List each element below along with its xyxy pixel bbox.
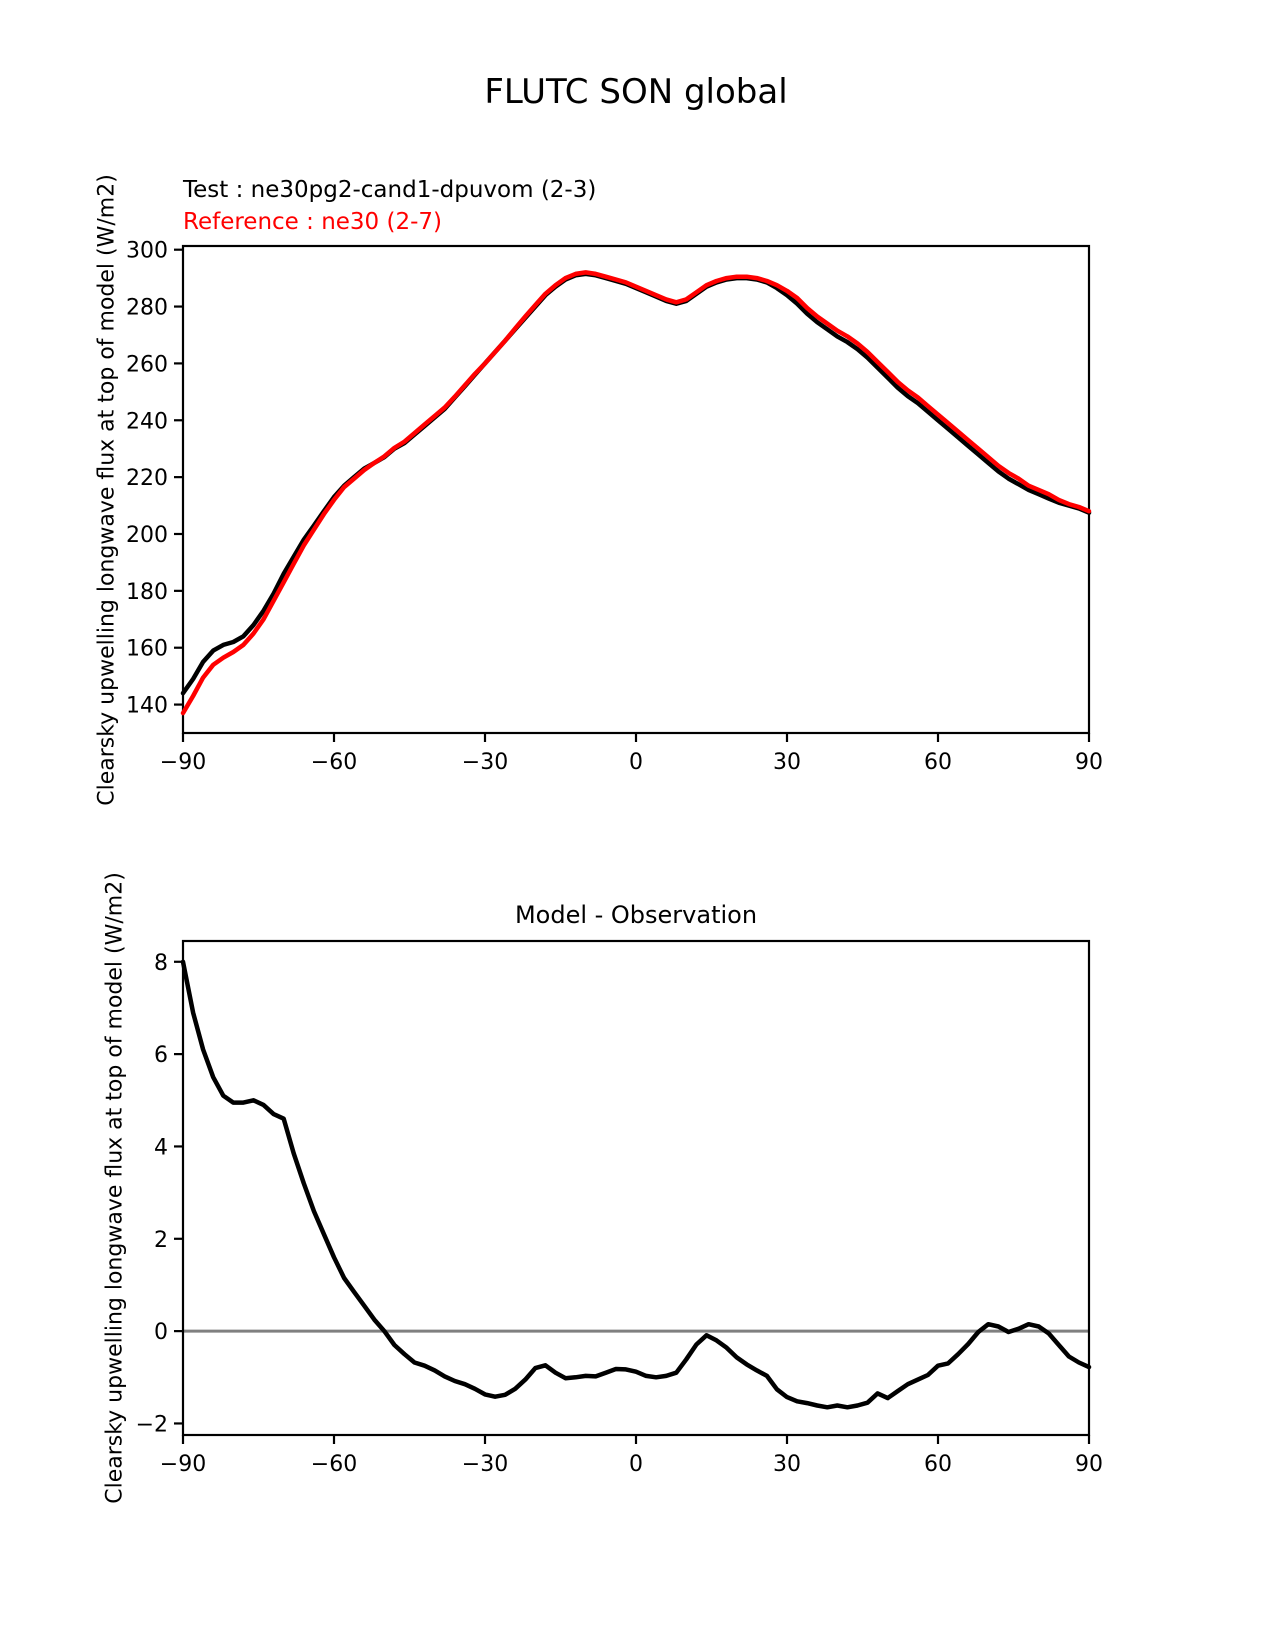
series-line-0-1 (183, 272, 1089, 713)
y-tick-label: 300 (126, 238, 168, 264)
x-tick-label: 90 (1075, 1452, 1103, 1477)
x-tick-label: 30 (773, 1452, 801, 1477)
y-tick-label: 140 (126, 693, 168, 719)
x-tick-label: 90 (1075, 750, 1103, 775)
y-tick-label: 260 (126, 352, 168, 378)
figure-title: FLUTC SON global (484, 72, 788, 112)
y-tick-label: 4 (154, 1135, 168, 1161)
series-line-0-0 (183, 274, 1089, 693)
plot-frame (183, 246, 1089, 733)
x-tick-label: −60 (310, 1452, 358, 1477)
series-line-1-0 (183, 962, 1089, 1408)
x-tick-label: −60 (310, 750, 358, 775)
x-tick-label: 0 (629, 1452, 643, 1477)
y-tick-label: −2 (135, 1412, 168, 1438)
y-tick-label: 0 (154, 1320, 168, 1346)
y-tick-label: 180 (126, 579, 168, 605)
x-tick-label: 30 (773, 750, 801, 775)
x-tick-label: 60 (924, 750, 952, 775)
chart2-y-axis-label: Clearsky upwelling longwave flux at top of model (W/m2) (102, 872, 128, 1504)
y-tick-label: 220 (126, 466, 168, 492)
legend-reference-entry: Reference : ne30 (2-7) (183, 209, 443, 235)
chart2-title: Model - Observation (514, 901, 758, 929)
x-tick-label: −30 (461, 1452, 509, 1477)
x-tick-label: −90 (159, 1452, 207, 1477)
x-tick-label: −30 (461, 750, 509, 775)
legend-test-entry: Test : ne30pg2-cand1-dpuvom (2-3) (183, 177, 597, 203)
y-tick-label: 8 (154, 950, 168, 976)
x-tick-label: −90 (159, 750, 207, 775)
x-tick-label: 60 (924, 1452, 952, 1477)
y-tick-label: 200 (126, 522, 168, 548)
y-tick-label: 160 (126, 636, 168, 662)
y-tick-label: 2 (154, 1227, 168, 1253)
y-tick-label: 6 (154, 1043, 168, 1069)
chart1-y-axis-label: Clearsky upwelling longwave flux at top of model (W/m2) (94, 174, 120, 806)
y-tick-label: 240 (126, 409, 168, 435)
x-tick-label: 0 (629, 750, 643, 775)
y-tick-label: 280 (126, 295, 168, 321)
